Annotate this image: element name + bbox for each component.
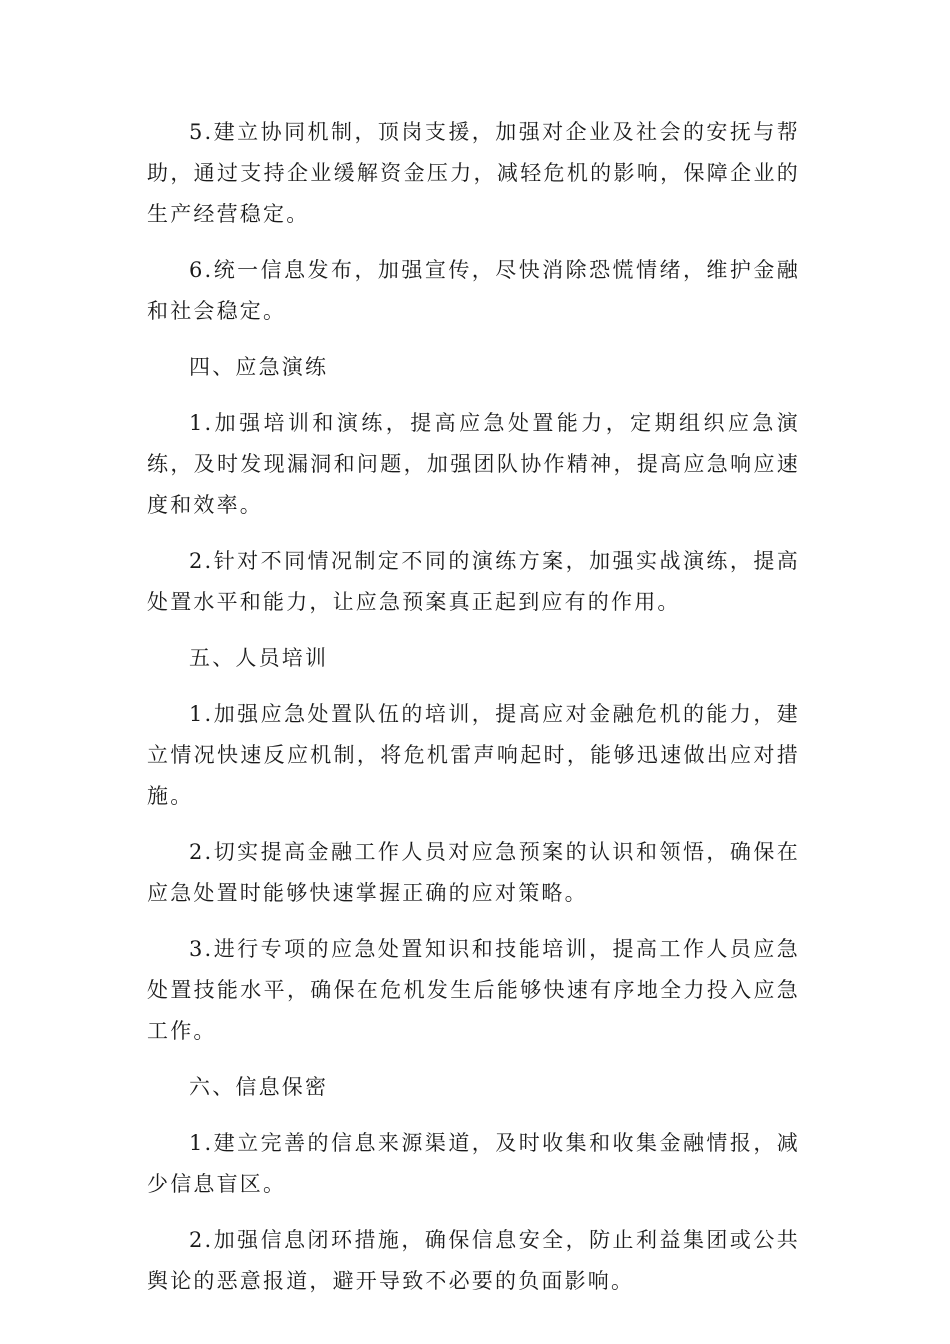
section-heading: 五、人员培训 — [189, 646, 329, 670]
section-heading: 六、信息保密 — [189, 1075, 329, 1099]
paragraph: 6.统一信息发布，加强宣传，尽快消除恐慌情绪，维护金融和社会稳定。 — [147, 258, 800, 323]
section-heading: 四、应急演练 — [189, 355, 329, 379]
paragraph: 3.进行专项的应急处置知识和技能培训，提高工作人员应急处置技能水平，确保在危机发生后能够快速有序地全力投入应急工作。 — [147, 937, 800, 1043]
paragraph: 1.建立完善的信息来源渠道，及时收集和收集金融情报，减少信息盲区。 — [147, 1131, 800, 1196]
paragraph: 2.针对不同情况制定不同的演练方案，加强实战演练，提高处置水平和能力，让应急预案真正起到应有的作用。 — [147, 549, 800, 614]
paragraph: 2.加强信息闭环措施，确保信息安全，防止利益集团或公共舆论的恶意报道，避开导致不必要的负面影响。 — [147, 1228, 800, 1293]
paragraph: 1.加强培训和演练，提高应急处置能力，定期组织应急演练，及时发现漏洞和问题，加强团队协作精神，提高应急响应速度和效率。 — [147, 411, 800, 517]
paragraph: 2.切实提高金融工作人员对应急预案的认识和领悟，确保在应急处置时能够快速掌握正确的应对策略。 — [147, 840, 800, 905]
paragraph: 5.建立协同机制，顶岗支援，加强对企业及社会的安抚与帮助，通过支持企业缓解资金压力，减轻危机的影响，保障企业的生产经营稳定。 — [147, 120, 800, 226]
paragraph: 1.加强应急处置队伍的培训，提高应对金融危机的能力，建立情况快速反应机制，将危机雷声响起时，能够迅速做出应对措施。 — [147, 702, 800, 808]
